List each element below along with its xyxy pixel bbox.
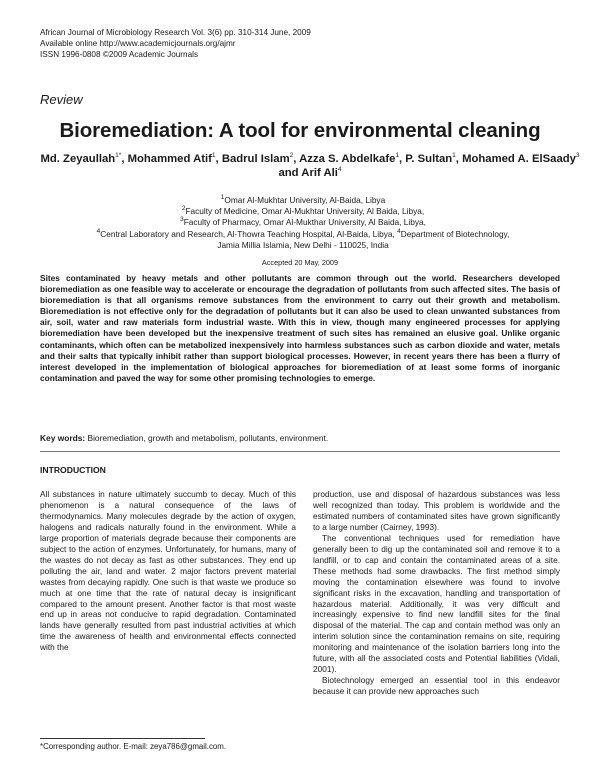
affiliation-3: Faculty of Pharmacy, Omar Al-Mukthar University, Al Baida, Libya,	[183, 217, 426, 228]
introduction-heading: INTRODUCTION	[40, 465, 106, 475]
affiliation-2: Faculty of Medicine, Omar Al-Mukhtar University, Al Baida, Libya,	[185, 206, 425, 217]
right-paragraph-3: Biotechnology emerged an essential tool in this endeavor because it can provide new approaches such	[313, 675, 560, 697]
keywords-text: Bioremediation, growth and metabolism, pollutants, environment.	[85, 433, 329, 443]
author-sep: and	[278, 167, 302, 179]
footnote-divider	[40, 738, 205, 739]
article-title: Bioremediation: A tool for environmental cleaning	[59, 119, 541, 142]
affil-sup: 4	[397, 227, 401, 235]
affil-sup: 4	[96, 227, 101, 235]
author-sep: ,	[293, 153, 300, 165]
left-column	[40, 489, 296, 653]
author-name: Mohamed A. ElSaady	[462, 153, 576, 165]
section-type: Review	[40, 92, 83, 107]
author-sep: ,	[399, 153, 406, 165]
author-name: Azza S. Abdelkafe	[299, 153, 396, 165]
author-list	[30, 152, 590, 180]
keywords	[40, 433, 560, 443]
author-name: Mohammed Atif	[127, 153, 212, 165]
abstract-text: Sites contaminated by heavy metals and other pollutants are common through out the world. Researchers developed bioremediation as one feasible way to accelerate or encourage the degradation of pollutants from such affected sites. The basis of bioremediation is that all organisms remove substances from the environment to carry out their growth and metabolism. Bioremediation is not effective only for the degradation of pollutants but it can also be used to clean unwanted substances from air, soil, water and raw materials form industrial waste. With this in view, though many engineered processes for applying bioremediation have been developed but the inexpensive treatment of such sites has remained an elusive goal. Unlike organic contaminants, which often can be metabolized inexpensively into harmless substances such as carbon dioxide and water, metals and their salts that typically inhibit rather than support biological processes. However, in recent years there has been a flurry of interest developed in the implementation of biological approaches for bioremediation of at least some forms of inorganic contamination and paved the way for some other promising technologies to emerge.	[40, 273, 560, 383]
author-sup: 1*	[115, 152, 122, 160]
journal-issn: ISSN 1996-0808 ©2009 Academic Journals	[40, 50, 199, 59]
author-name: Arif Ali	[301, 167, 338, 179]
author-sup: 1	[211, 152, 216, 160]
accepted-date: Accepted 20 May, 2009	[261, 258, 339, 267]
keywords-label: Key words:	[40, 433, 86, 443]
author-sep: ,	[121, 153, 128, 165]
author-sup: 1	[452, 152, 456, 160]
author-sup: 4	[337, 166, 342, 174]
left-paragraph: All substances in nature ultimately succumb to decay. Much of this phenomenon is a natural consequence of the laws of thermodynamics. Many molecules degrade by the action of oxygen, halogens and radicals naturally found in the environment. While a large proportion of materials degrade because their components are subject to the action of enzymes. Unfortunately, for humans, many of the wastes do not decay as fast as other substances. They end up polluting the air, land and water. 2 major factors prevent material wastes from decaying rapidly. One such is that waste we produce so much at one time that the rate of natural decay is insignificant compared to the amount present. Another factor is that most waste end up in areas not conducive to rapid degradation. Contaminated lands have generally resulted from past industrial activities at which time the awareness of health and environmental effects connected with the	[40, 489, 296, 653]
affil-sup: 3	[180, 216, 184, 224]
author-name: Badrul Islam	[221, 153, 290, 165]
corresponding-author-footnote: *Corresponding author. E-mail: zeya786@gmail.com.	[40, 742, 227, 751]
right-paragraph-1: production, use and disposal of hazardous substances was less well recognized than today. This problem is worldwide and the estimated numbers of contaminated sites have grown significantly to a large number (Cairney, 1993).	[313, 489, 560, 532]
journal-url[interactable]: Available online http://www.academicjournals.org/ajmr	[40, 39, 236, 48]
affil-sup: 2	[181, 205, 186, 213]
affiliation-4a: Central Laboratory and Research, Al-Thowra Teaching Hospital, Al-Baida, Libya,	[100, 228, 395, 239]
journal-citation: African Journal of Microbiology Research Vol. 3(6) pp. 310-314 June, 2009	[40, 28, 311, 37]
author-sup: 2	[289, 152, 294, 160]
journal-header	[40, 27, 311, 60]
author-sup: 3	[575, 152, 580, 160]
author-sep: ,	[455, 153, 463, 165]
affiliations	[28, 195, 578, 251]
affiliation-1: Omar Al-Mukhtar University, Al-Baida, Libya	[224, 195, 386, 205]
author-sup: 1	[395, 152, 399, 160]
section-divider	[40, 451, 560, 452]
author-name: P. Sultan	[405, 153, 453, 165]
right-column	[313, 489, 560, 697]
affil-sup: 1	[220, 194, 225, 202]
affiliation-4b: Department of Biotechnology,	[400, 228, 510, 239]
right-paragraph-2: The conventional techniques used for remediation have generally been to dig up the contaminated soil and remove it to a landfill, or to cap and contain the contaminated areas of a site. These methods had some drawbacks. The first method simply moving the contamination elsewhere was found to involve significant risks in the excavation, handling and transportation of hazardous material. Additionally, it was very difficult and increasingly expensive to find new landfill sites for the final disposal of the material. The cap and contain method was only an interim solution since the contamination remains on site, requiring monitoring and maintenance of the isolation barriers long into the future, with all the associated costs and Potential liabilities (Vidali, 2001).	[313, 532, 560, 675]
author-name: Md. Zeyaullah	[40, 153, 116, 165]
author-sep: ,	[215, 153, 222, 165]
affiliation-4c: Jamia Millia Islamia, New Delhi - 110025, India	[217, 239, 389, 250]
